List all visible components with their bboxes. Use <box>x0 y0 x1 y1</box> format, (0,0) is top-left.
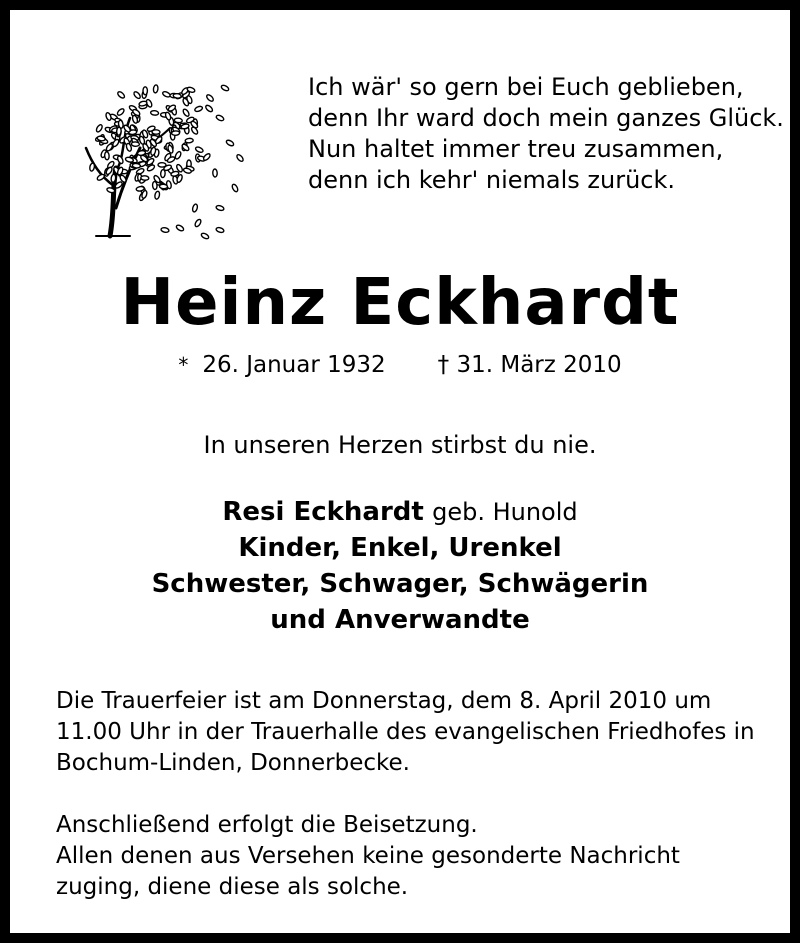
mourners-line: Schwester, Schwager, Schwägerin <box>151 569 649 599</box>
leaf <box>150 110 158 115</box>
leaf <box>194 105 203 112</box>
leaf <box>165 112 172 121</box>
service-line: Bochum-Linden, Donnerbecke. <box>56 750 410 776</box>
service-paragraph <box>56 686 776 779</box>
leaf <box>175 224 184 232</box>
poem-line: Nun haltet immer treu zusammen, <box>308 135 724 163</box>
leaf <box>216 227 225 234</box>
leaf <box>195 146 204 153</box>
mourners-line: und Anverwandte <box>270 605 530 635</box>
deceased-name: Heinz Eckhardt <box>120 266 680 340</box>
leaf <box>89 163 95 172</box>
poem <box>308 72 784 196</box>
leaf <box>105 166 113 175</box>
leaf <box>174 118 182 123</box>
service-info <box>56 686 776 934</box>
spouse-line <box>10 494 790 530</box>
leaf <box>152 181 157 189</box>
leaf <box>97 136 106 142</box>
death-cross-icon: † <box>437 352 450 378</box>
leaf <box>159 184 167 189</box>
leaf <box>173 93 181 98</box>
leaf <box>161 227 170 233</box>
tree-icon <box>70 58 250 243</box>
leaf <box>192 204 198 213</box>
leaf <box>225 139 234 147</box>
service-line: Die Trauerfeier ist am Donnerstag, dem 8. April 2010 um <box>56 688 712 714</box>
poem-line: denn Ihr ward doch mein ganzes Glück. <box>308 104 784 132</box>
mourners <box>10 494 790 638</box>
leaf <box>96 173 105 181</box>
leaf <box>152 130 160 135</box>
motto: In unseren Herzen stirbst du nie. <box>203 431 597 459</box>
poem-line: denn ich kehr' niemals zurück. <box>308 166 676 194</box>
leaf <box>220 84 229 92</box>
leaf <box>154 191 160 200</box>
leaf <box>105 143 113 152</box>
leaf <box>236 154 245 163</box>
spouse-name: Resi Eckhardt <box>222 497 424 527</box>
leaf <box>182 108 190 117</box>
burial-line: Allen denen aus Versehen keine gesonderte Nachricht <box>56 843 680 869</box>
leaf <box>95 124 103 133</box>
leaf <box>104 152 109 160</box>
spouse-maiden-name: geb. Hunold <box>432 498 578 526</box>
leaf <box>202 153 211 162</box>
leaf <box>105 112 112 121</box>
leaf <box>185 138 193 143</box>
leaf <box>141 176 149 181</box>
leaf <box>215 114 224 121</box>
leaf <box>133 91 142 100</box>
burial-line: zuging, diene diese als solche. <box>56 874 409 900</box>
leaf <box>171 131 179 136</box>
leaf <box>117 91 126 100</box>
birth-date: 26. Januar 1932 <box>202 352 386 378</box>
leaf <box>200 232 209 240</box>
leaf <box>117 155 125 164</box>
mourners-line: Kinder, Enkel, Urenkel <box>238 533 562 563</box>
leaf <box>231 183 239 192</box>
burial-paragraph <box>56 810 776 903</box>
leaf <box>132 163 140 168</box>
leaf <box>116 108 125 117</box>
burial-line: Anschließend erfolgt die Beisetzung. <box>56 812 478 838</box>
leaf <box>153 85 158 94</box>
leaf <box>213 169 218 177</box>
leaf <box>118 120 124 129</box>
leaf <box>143 87 147 95</box>
leaf <box>194 218 202 227</box>
life-dates <box>10 350 790 380</box>
service-line: 11.00 Uhr in der Trauerhalle des evangelischen Friedhofes in <box>56 719 755 745</box>
poem-line: Ich wär' so gern bei Euch geblieben, <box>308 73 744 101</box>
leaf <box>206 94 215 103</box>
leaf <box>205 104 214 113</box>
death-date: 31. März 2010 <box>456 352 622 378</box>
leaf <box>158 163 166 168</box>
leaf <box>216 205 225 212</box>
leaf <box>131 142 139 147</box>
birth-star-icon: * <box>178 353 189 377</box>
leaf <box>111 174 116 183</box>
